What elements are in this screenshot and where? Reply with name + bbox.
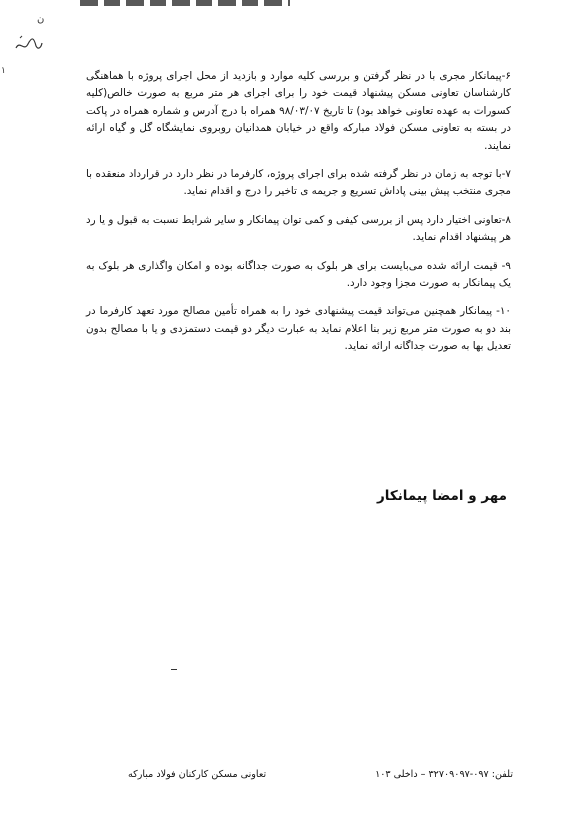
condition-10: ۱۰- پیمانکار همچنین می‌تواند قیمت پیشنهادی خود را به همراه تأمین مصالح مورد تعهد کارفرما در بند دو به صورت متر مربع زیر بنا اعلام نماید به عبارت دیگر دو قیمت دستمزدی و یا با مصالح بدون تعدیل بها به صورت جداگانه ارائه نماید. — [86, 305, 511, 353]
handwritten-initial — [14, 34, 44, 56]
margin-mark: ۱ — [1, 66, 6, 76]
condition-9: ۹- قیمت ارائه شده می‌بایست برای هر بلوک به صورت جداگانه بوده و امکان واگذاری هر بلوک به یک پیمانکار به صورت مجزا وجود دارد. — [86, 259, 511, 290]
stray-mark — [171, 669, 177, 670]
footer-phone: تلفن: ۰۹۷-۳۲۷۰۹۰۹۷ – داخلی ۱۰۳ — [375, 769, 513, 780]
footer-organization: تعاونی مسکن کارکنان فولاد مبارکه — [128, 769, 267, 780]
top-mark: ﻥ — [37, 14, 45, 25]
signature-title: مهر و امضا پیمانکار — [377, 488, 507, 504]
conditions-list — [86, 68, 511, 367]
condition-7: ۷-با توجه به زمان در نظر گرفته شده برای اجرای پروژه، کارفرما در نظر دارد در قرارداد منعقده با مجری منتخب پیش بینی پاداش تسریع و جریمه ی تاخیر را درج و اقدام نماید. — [86, 168, 511, 198]
scan-artifact-top — [80, 0, 290, 6]
condition-8: ۸-تعاونی اختیار دارد پس از بررسی کیفی و کمی توان پیمانکار و سایر شرایط نسبت به قبول و یا رد هر پیشنهاد اقدام نماید. — [86, 213, 511, 244]
condition-6: ۶-پیمانکار مجری با در نظر گرفتن و بررسی کلیه موارد و بازدید از محل اجرای پروژه با هماهنگی کارشناسان تعاونی مسکن پیشنهاد قیمت خود را برای اجرای هر متر مربع به صورت خالص(کلیه کسورات به عهده تعاونی خواهد بود) تا تاریخ ۹۸/۰۳/۰۷ همراه با درج آدرس و شماره همراه در پاکت در بسته به تعاونی مسکن فولاد مبارکه واقع در خیابان همدانیان روبروی نمایشگاه گل و گیاه ارائه نمایند. — [86, 70, 511, 152]
